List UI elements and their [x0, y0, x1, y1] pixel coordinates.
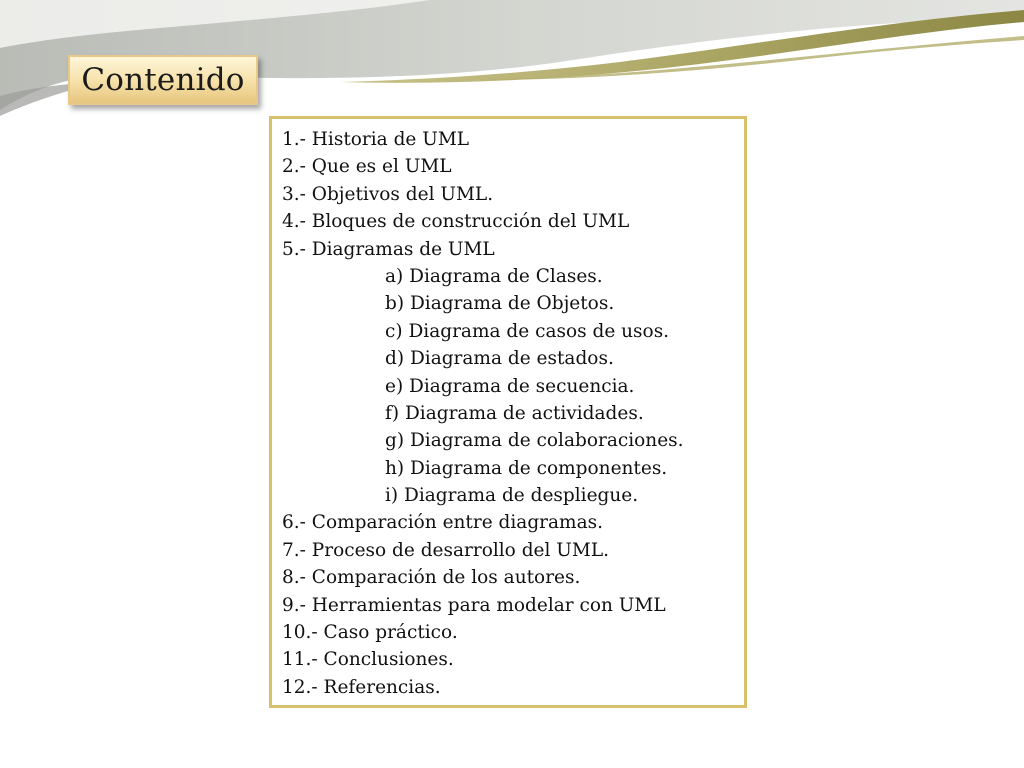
toc-subitem: a) Diagrama de Clases.	[385, 265, 603, 287]
toc-item: 8.- Comparación de los autores.	[282, 567, 581, 589]
slide-title-box	[68, 55, 258, 105]
toc-subitem: d) Diagrama de estados.	[385, 348, 614, 370]
toc-item: 1.- Historia de UML	[282, 129, 470, 150]
toc-item: 9.- Herramientas para modelar con UML	[282, 594, 666, 616]
toc-subitem: i) Diagrama de despliegue.	[385, 485, 639, 507]
toc-item: 4.- Bloques de construcción del UML	[282, 211, 630, 233]
slide-title: Contenido	[81, 62, 245, 98]
toc-item: 12.- Referencias.	[282, 676, 441, 698]
toc-subitem: c) Diagrama de casos de usos.	[385, 320, 670, 342]
toc-subitem: b) Diagrama de Objetos.	[385, 293, 615, 315]
toc-item: 2.- Que es el UML	[282, 156, 452, 178]
table-of-contents	[282, 126, 744, 701]
toc-item: 10.- Caso práctico.	[282, 622, 458, 644]
toc-item: 11.- Conclusiones.	[282, 649, 454, 671]
toc-item: 5.- Diagramas de UML	[282, 238, 495, 260]
toc-subitem: e) Diagrama de secuencia.	[385, 375, 635, 397]
toc-item: 7.- Proceso de desarrollo del UML.	[282, 539, 609, 561]
toc-subitem: h) Diagrama de componentes.	[385, 457, 668, 479]
toc-subitem: f) Diagrama de actividades.	[385, 402, 644, 424]
toc-item: 6.- Comparación entre diagramas.	[282, 512, 603, 534]
toc-subitem: g) Diagrama de colaboraciones.	[385, 430, 684, 452]
contents-box	[269, 116, 747, 708]
toc-item: 3.- Objetivos del UML.	[282, 183, 494, 205]
